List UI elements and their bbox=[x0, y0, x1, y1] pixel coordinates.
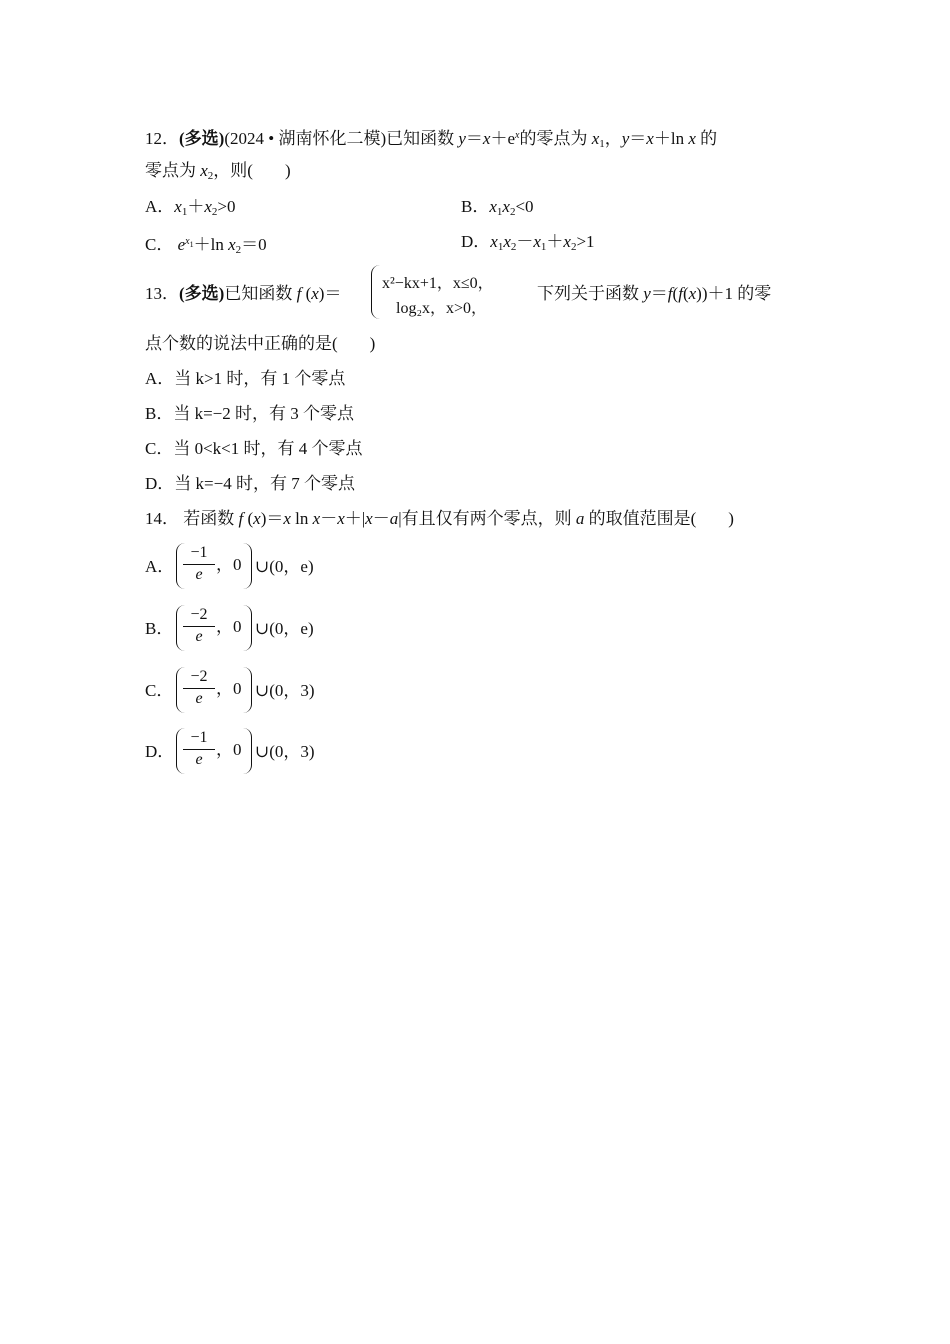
fraction-numerator: −2 bbox=[183, 605, 215, 627]
q12-stem: ，则( bbox=[213, 161, 253, 180]
q13-stem: 下列关于函数 bbox=[537, 284, 639, 303]
fraction-denominator: e bbox=[195, 751, 203, 768]
option-label: A． bbox=[145, 557, 175, 576]
right-paren bbox=[243, 605, 252, 651]
option-label: D． bbox=[461, 232, 491, 251]
q12-stem: 的 bbox=[700, 129, 718, 148]
q13-line-1-tail: 下列关于函数 y＝f(f(x))＋1 的零 bbox=[537, 284, 772, 303]
q12-option-c[interactable]: C． $e^{x_1}+\ln$ $x_2=0$ bbox=[145, 235, 267, 256]
fraction-denominator: e bbox=[195, 628, 203, 645]
fraction-numerator: −1 bbox=[183, 728, 215, 750]
q12-stem: ) bbox=[284, 161, 291, 180]
q12-option-b[interactable]: B．$x_1x_2<0$ bbox=[461, 197, 534, 218]
q13-line-1: 13．(多选)已知函数 f (x)＝ bbox=[145, 284, 342, 303]
q14-stem: 有且仅有两个零点，则 bbox=[401, 509, 572, 528]
q13-option-b[interactable]: B．当 k=−2 时，有 3 个零点 bbox=[145, 404, 355, 423]
q13-option-d[interactable]: D．当 k=−4 时，有 7 个零点 bbox=[145, 474, 355, 493]
q12-number: 12． bbox=[145, 129, 179, 148]
q13-stem: 的零 bbox=[737, 284, 772, 303]
fraction bbox=[183, 667, 215, 709]
q12-stem: 已知函数 bbox=[386, 129, 455, 148]
q12-option-a[interactable]: A．$x_1+x_2>0$ bbox=[145, 197, 236, 218]
piecewise-case-2: log₂x，x>0， bbox=[396, 300, 488, 317]
fraction-numerator: −2 bbox=[183, 667, 215, 689]
fraction bbox=[183, 543, 215, 585]
option-label: A． bbox=[145, 197, 175, 216]
interval-rest: ，0 bbox=[216, 555, 242, 574]
union-part: ∪(0，3) bbox=[255, 681, 315, 700]
q13-line-2 bbox=[145, 332, 375, 356]
q12-stem: 的零点为 bbox=[519, 129, 588, 148]
q13-tag: (多选) bbox=[179, 284, 225, 303]
option-label: C． bbox=[145, 681, 174, 700]
q14-stem: 的取值范围是( bbox=[588, 509, 697, 528]
q12-stem: 零点为 bbox=[145, 161, 196, 180]
q13-option-c[interactable]: C．当 0<k<1 时，有 4 个零点 bbox=[145, 439, 363, 458]
piecewise-brace bbox=[371, 265, 380, 319]
q14-stem: 若函数 bbox=[183, 509, 235, 528]
fraction-denominator: e bbox=[195, 566, 203, 583]
q14-line-1: 14． 若函数 f (x)＝x ln x－x＋|x－a|有且仅有两个零点，则 a 的取值范围是( ) bbox=[145, 509, 734, 528]
q12-line-2: 零点为 $x_2$，则( ) bbox=[145, 161, 291, 182]
union-part: ∪(0，e) bbox=[255, 619, 314, 638]
option-label: B． bbox=[145, 619, 174, 638]
q13-option-a[interactable]: A．当 k>1 时，有 1 个零点 bbox=[145, 369, 346, 388]
interval-rest: ，0 bbox=[216, 740, 242, 759]
q14-stem: ) bbox=[728, 509, 734, 528]
fraction-denominator: e bbox=[195, 690, 203, 707]
q13-stem: 点个数的说法中正确的是( bbox=[145, 334, 338, 353]
right-paren bbox=[243, 667, 252, 713]
union-part: ∪(0，e) bbox=[255, 557, 314, 576]
option-label: B． bbox=[461, 197, 490, 216]
option-label: C． bbox=[145, 235, 174, 254]
fraction bbox=[183, 728, 215, 770]
union-part: ∪(0，3) bbox=[255, 742, 315, 761]
q14-number: 14． bbox=[145, 509, 179, 528]
q13-stem: ) bbox=[369, 334, 376, 353]
q12-source: (2024 • 湖南怀化二模) bbox=[224, 129, 387, 148]
q13-number: 13． bbox=[145, 284, 179, 303]
q12-option-d[interactable]: D．$x_1x_2-x_1+x_2>1$ bbox=[461, 232, 595, 253]
fraction-numerator: −1 bbox=[183, 543, 215, 565]
q13-stem: 已知函数 bbox=[224, 284, 293, 303]
fraction bbox=[183, 605, 215, 647]
piecewise-case-1: x²−kx+1，x≤0， bbox=[382, 275, 494, 292]
interval-rest: ，0 bbox=[216, 617, 242, 636]
right-paren bbox=[243, 728, 252, 774]
q12-tag: (多选) bbox=[179, 129, 225, 148]
option-label: D． bbox=[145, 742, 175, 761]
right-paren bbox=[243, 543, 252, 589]
q12-line-1: 12．(多选)(2024 • 湖南怀化二模)已知函数 $y=x+e^x$的零点为 $x_1$，y＝x＋ln x 的 bbox=[145, 129, 718, 150]
interval-rest: ，0 bbox=[216, 679, 242, 698]
